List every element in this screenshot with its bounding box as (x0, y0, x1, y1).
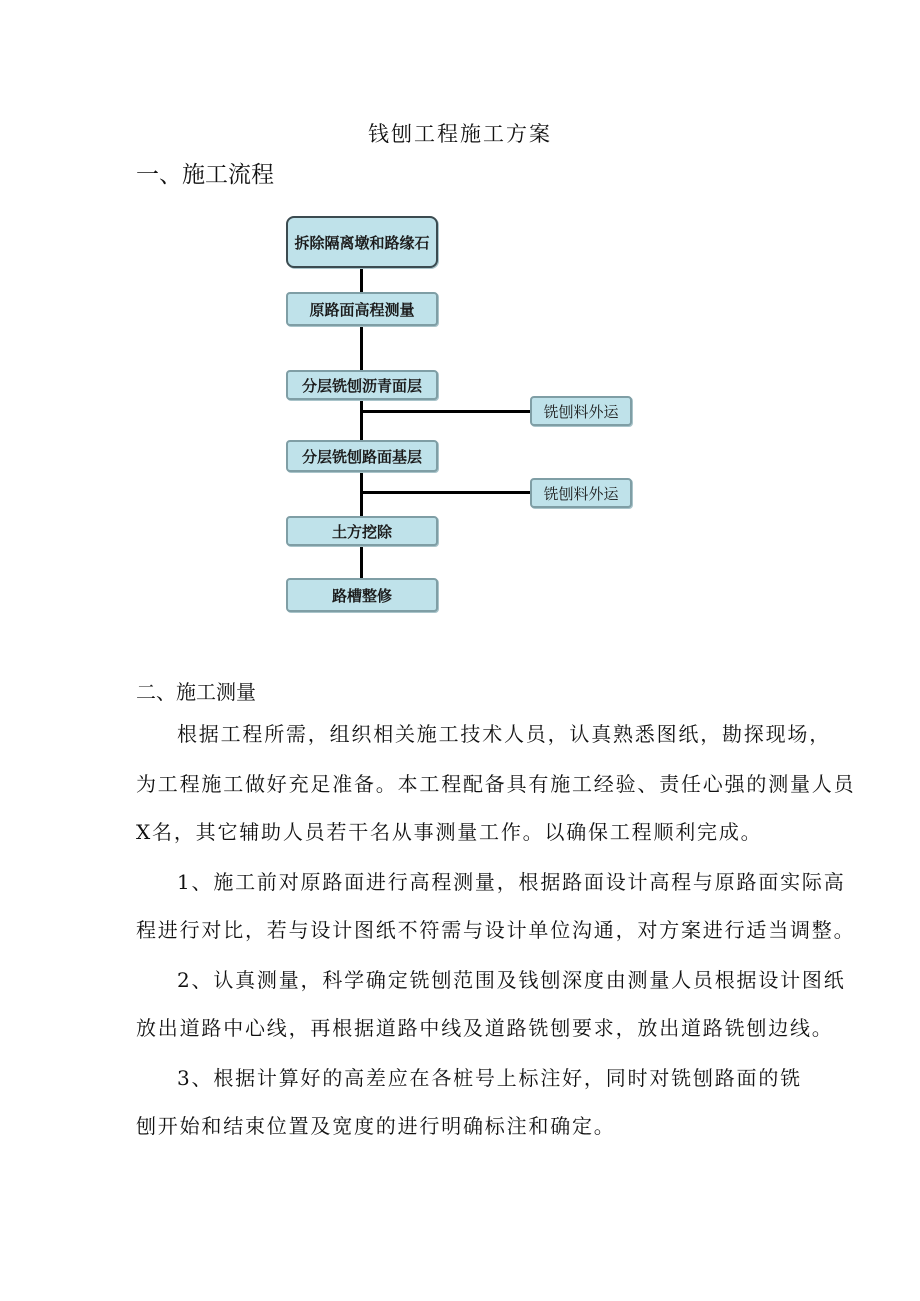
flow-branch-line-2 (360, 491, 532, 494)
para1-line1: 根据工程所需，组织相关施工技术人员，认真熟悉图纸，勘探现场， (177, 722, 831, 746)
item3-line2: 刨开始和结束位置及宽度的进行明确标注和确定。 (136, 1114, 616, 1138)
item3-line1: 3、根据计算好的高差应在各桩号上标注好，同时对铣刨路面的铣 (177, 1066, 802, 1090)
flow-step-2: 原路面高程测量 (286, 292, 438, 326)
flow-side-box-1: 铣刨料外运 (530, 396, 632, 426)
flow-branch-line-1 (360, 410, 532, 413)
flow-side-box-2: 铣刨料外运 (530, 478, 632, 508)
section2-heading: 二、施工测量 (136, 680, 256, 704)
para1-line3: X名，其它辅助人员若干名从事测量工作。以确保工程顺利完成。 (136, 820, 763, 844)
flow-step-4: 分层铣刨路面基层 (286, 440, 438, 472)
flow-step-3: 分层铣刨沥青面层 (286, 370, 438, 400)
item2-line1: 2、认真测量，科学确定铣刨范围及钱刨深度由测量人员根据设计图纸 (177, 968, 846, 992)
flow-step-1: 拆除隔离墩和路缘石 (286, 216, 438, 268)
flow-step-6: 路槽整修 (286, 578, 438, 612)
para1-line2: 为工程施工做好充足准备。本工程配备具有施工经验、责任心强的测量人员 (136, 772, 856, 796)
flow-step-5: 土方挖除 (286, 516, 438, 546)
item1-line1: 1、施工前对原路面进行高程测量，根据路面设计高程与原路面实际高 (177, 870, 846, 894)
section1-heading: 一、施工流程 (136, 162, 274, 188)
document-title: 钱刨工程施工方案 (368, 122, 552, 146)
item1-line2: 程进行对比，若与设计图纸不符需与设计单位沟通，对方案进行适当调整。 (136, 918, 856, 942)
item2-line2: 放出道路中心线，再根据道路中线及道路铣刨要求，放出道路铣刨边线。 (136, 1016, 834, 1040)
